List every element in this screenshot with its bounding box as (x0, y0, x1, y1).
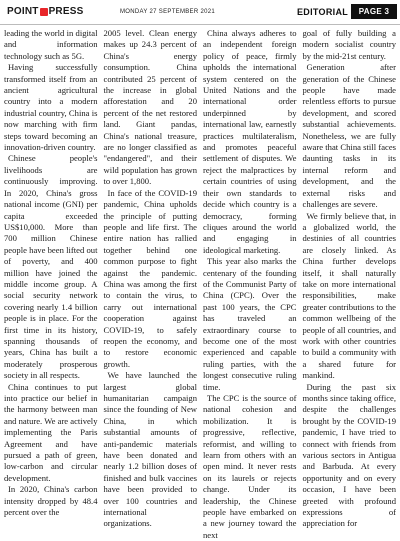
paragraph: We firmly believe that, in a globalized world, the destinies of all countries are closely linked. As China further develops itself, it shall naturally take on more international responsibilities, make greater contributions to the common wellbeing of the people of all countries, and work with other countries to build a community with a shared future for mankind. (302, 210, 396, 381)
paragraph: In 2020, China's carbon intensity dropped by 48.4 percent over the (4, 484, 98, 518)
logo-mark-icon (40, 8, 48, 16)
logo-text-left: POINT (7, 6, 39, 17)
article-column-2 (104, 28, 198, 530)
page-header (0, 0, 400, 25)
paragraph: In face of the COVID-19 pandemic, China upholds the principle of putting people and life first. The entire nation has rallied together behind one common purpose to fight against the pandemic. China was among the first to contain the virus, to carry out international cooperation against COVID-19, to safely reopen the economy, and to restore economic growth. (103, 187, 197, 369)
logo-text-right: PRESS (48, 6, 84, 17)
paragraph: Having successfully transformed itself from an ancient agricultural country into a modern industrial country, China is now marching with firm steps toward becoming an innovation-driven country. (4, 62, 98, 153)
article-body (4, 28, 396, 540)
page-number-badge: PAGE 3 (351, 4, 397, 19)
article-column-4 (303, 28, 397, 530)
issue-date: MONDAY 27 SEPTEMBER 2021 (120, 9, 216, 15)
paragraph: leading the world in digital and information technology such as 5G. (4, 28, 98, 61)
paragraph: This year also marks the centenary of the founding of the Communist Party of China (CPC). Over the past 100 years, the CPC has traveled an extraordinary course to become one of the most experienced and capable ruling parties, with the longest consecutive ruling time. (203, 256, 297, 392)
newspaper-logo (7, 6, 83, 17)
paragraph: Generation after generation of the Chinese people have made relentless efforts to pursue development, and scored substantial achievements. Nonetheless, we are fully aware that China still faces daunting tasks in its internal reform and development, and the external risks and challenges are severe. (302, 62, 396, 210)
paragraph: goal of fully building a modern socialist country by the mid-21st century. (302, 28, 396, 61)
paragraph: The CPC is the source of national cohesion and mobilization. It is progressive, reflective, reformist, and willing to learn from others with an open mind. It never rests on its laurels or rejects change. Under its leadership, the Chinese people have embarked on a new journey toward the next (203, 393, 297, 540)
article-column-3 (203, 28, 297, 540)
section-title: EDITORIAL (297, 7, 349, 17)
paragraph: We have launched the largest global humanitarian campaign since the founding of New China, in which substantial amounts of anti-pandemic materials have been donated and nearly 1.2 billion doses of finished and bulk vaccines have been provided to over 100 countries and international organizations. (103, 370, 197, 529)
paragraph: China always adheres to an independent foreign policy of peace, firmly upholds the international system centered on the United Nations and the international order underpinned by international law, earnestly practices multilateralism, and promotes peaceful settlement of disputes. We reject the malpractices by certain countries of using their own standards to decide which country is a democracy, forming cliques around the world and engaging in ideological marketing. (203, 28, 297, 255)
paragraph: During the past six months since taking office, despite the challenges brought by the COVID-19 pandemic, I have tried to connect with friends from various sectors in Antigua and Barbuda. At every opportunity and on every occasion, I have been greeted with profound expressions of appreciation for (302, 381, 396, 529)
paragraph: 2005 level. Clean energy makes up 24.3 percent of China's energy consumption. China contributed 25 percent of the increase in global afforestation and 20 percent of the net restored land. Giant pandas, China's national treasure, are no longer classified as "endangered", and their wild population has grown to over 1,800. (103, 28, 197, 187)
paragraph: Chinese people's livelihoods are continuously improving. In 2020, China's gross national income (GNI) per capita exceeded US$10,000. More than 700 million Chinese people have been lifted out of poverty, and 400 million have joined the middle income group. A social security network covering nearly 1.4 billion people is in place. For the first time in its history, spanning thousands of years, China has built a moderately prosperous society in all respects. (4, 153, 98, 381)
article-column-1 (4, 28, 98, 530)
paragraph: China continues to put into practice our belief in the harmony between man and nature. We are actively implementing the Paris Agreement and have pursued a path of green, low-carbon and circular development. (4, 381, 98, 483)
